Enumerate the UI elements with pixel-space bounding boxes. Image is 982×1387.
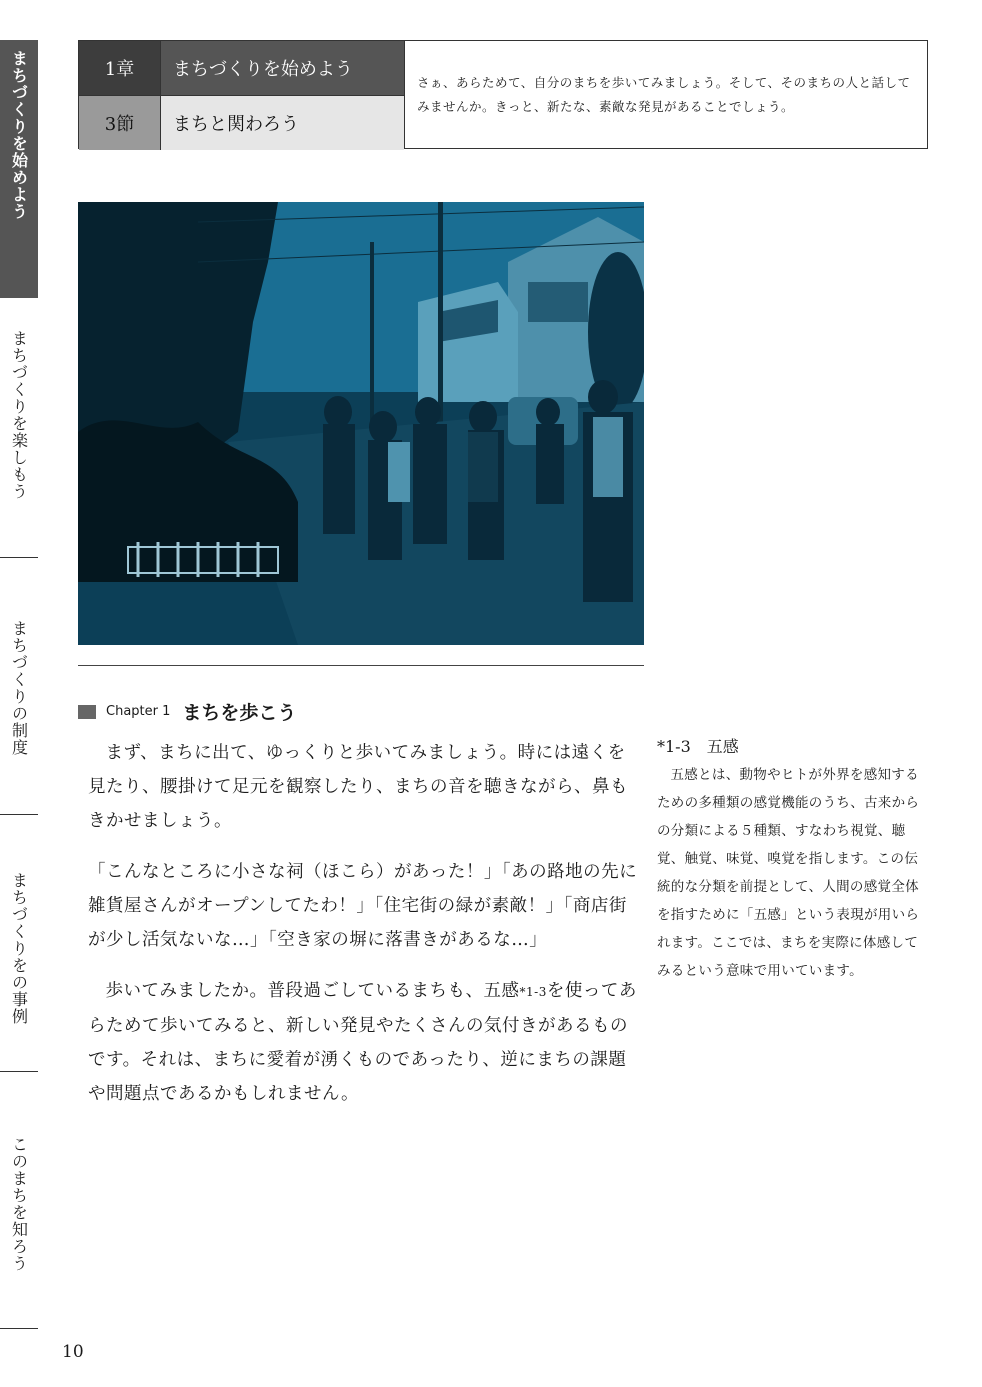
side-tab-examples[interactable]: まちづくりをの事例	[9, 872, 29, 1025]
chapter-label: Chapter 1	[106, 704, 171, 719]
section-header	[78, 40, 928, 149]
paragraph-part: を使ってあらためて歩いてみると、新しい発見やたくさんの気付きがあるものです。それは、まちに愛着が湧くものであったり、逆にまちの課題や問題点であるかもしれません。	[88, 981, 637, 1104]
chapter-heading	[78, 698, 296, 725]
street-walk-photo	[78, 202, 644, 645]
intro-text: さぁ、あらためて、自分のまちを歩いてみましょう。そして、そのまちの人と話してみませんか。きっと、新たな、素敵な発見があることでしょう。	[404, 41, 927, 148]
note-title: *1-3 五感	[657, 737, 739, 756]
note-text: 五感とは、動物やヒトが外界を感知するための多種類の感覚機能のうち、古来からの分類による５種類、すなわち視覚、聴覚、触覚、味覚、嗅覚を指します。この伝統的な分類を前提として、人間の感覚全体を指すために「五感」という表現が用いられます。ここでは、まちを実際に体感してみるという意味で用いています。	[657, 767, 920, 979]
square-bullet-icon	[78, 705, 96, 719]
body-text	[88, 736, 638, 1128]
paragraph: まず、まちに出て、ゆっくりと歩いてみましょう。時には遠くを見たり、腰掛けて足元を観察したり、まちの音を聴きながら、鼻もきかせましょう。	[88, 743, 628, 831]
side-note	[657, 734, 927, 985]
divider	[0, 1071, 38, 1072]
side-tab-system[interactable]: まちづくりの制度	[9, 620, 29, 756]
divider	[0, 1328, 38, 1329]
paragraph: 「こんなところに小さな祠（ほこら）があった！」「あの路地の先に雑貨屋さんがオープンしてたわ！」「住宅街の緑が素敵！」「商店街が少し活気ないな…」「空き家の塀に落書きがあるな…」	[88, 862, 638, 950]
chapter-title: まちづくりを始めよう	[161, 41, 404, 95]
divider	[0, 814, 38, 815]
divider	[78, 665, 644, 666]
chapter-number: 1章	[79, 41, 161, 95]
divider	[0, 557, 38, 558]
side-tab-know[interactable]: このまちを知ろう	[9, 1136, 29, 1272]
side-tab-enjoy[interactable]: まちづくりを楽しもう	[9, 330, 29, 500]
section-number: 3節	[79, 96, 161, 150]
paragraph-part: 歩いてみましたか。普段過ごしているまちも、五感	[105, 981, 520, 1001]
chapter-heading-title: まちを歩こう	[182, 702, 297, 724]
section-title: まちと関わろう	[161, 96, 404, 150]
side-tab-start[interactable]: まちづくりを始めよう	[0, 40, 38, 298]
footnote-ref[interactable]: *1-3	[519, 985, 547, 999]
paragraph	[88, 974, 638, 1111]
page-number: 10	[62, 1342, 84, 1362]
